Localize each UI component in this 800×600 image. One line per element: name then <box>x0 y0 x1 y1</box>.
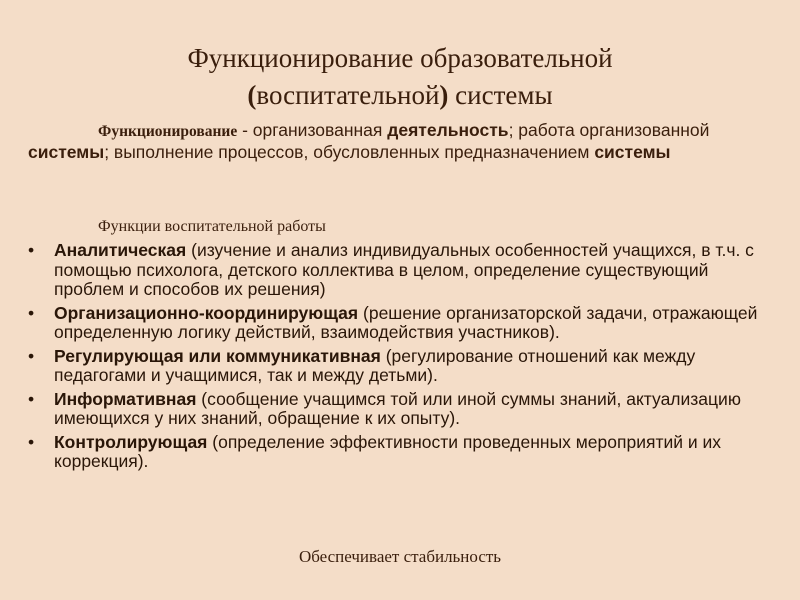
title-line-2 <box>0 77 800 114</box>
list-item <box>26 390 778 429</box>
title-line-1: Функционирование образовательной <box>187 43 613 73</box>
definition-part-1: - организованная <box>237 120 388 140</box>
title-paren-open: ( <box>247 80 257 110</box>
item-heading: Организационно-координирующая <box>54 302 359 323</box>
item-text: (регулирование отношений как между педагогами и учащимися, так и между детьми). <box>54 345 696 385</box>
functions-subtitle: Функции воспитательной работы <box>98 218 326 235</box>
bullet-icon: • <box>28 240 35 260</box>
item-text: (решение организаторской задачи, отражающей определенную логику действий, взаимодействия участников). <box>54 302 758 342</box>
footer-caption: Обеспечивает стабильность <box>298 547 502 566</box>
item-heading: Регулирующая или коммуникативная <box>54 345 381 366</box>
definition-paragraph <box>28 120 778 162</box>
item-heading: Контролирующая <box>54 431 208 452</box>
definition-bold-2: системы <box>28 142 105 162</box>
title-line-2-text: воспитательной <box>256 80 440 110</box>
list-item <box>26 241 778 300</box>
definition-part-3: ; выполнение процессов, обусловленных предназначением <box>104 142 595 162</box>
title-paren-close: ) <box>439 80 449 110</box>
item-text: (изучение и анализ индивидуальных особенностей учащихся, в т.ч. с помощью психолога, детского коллектива в целом, определение существующий проблем и способов их решения) <box>54 240 754 299</box>
item-text: (сообщение учащимся той или иной суммы знаний, актуализацию имеющихся у них знаний, обращение к их опыту). <box>54 388 741 428</box>
bullet-icon: • <box>28 431 35 452</box>
list-item <box>26 304 778 343</box>
title-line-2-tail: системы <box>448 80 553 110</box>
definition-bold-1: деятельность <box>387 120 509 140</box>
list-item <box>26 433 778 472</box>
functions-list <box>26 241 778 476</box>
bullet-icon: • <box>28 302 35 323</box>
slide-title <box>0 40 800 114</box>
bullet-icon: • <box>28 345 35 366</box>
item-heading: Аналитическая <box>54 240 187 260</box>
item-heading: Информативная <box>54 388 197 409</box>
item-text: (определение эффективности проведенных мероприятий и их коррекция). <box>54 431 722 471</box>
definition-term: Функционирование <box>98 123 238 140</box>
definition-part-2: ; работа организованной <box>508 120 710 140</box>
bullet-icon: • <box>28 388 35 409</box>
definition-bold-3: системы <box>594 142 671 162</box>
list-item <box>26 347 778 386</box>
